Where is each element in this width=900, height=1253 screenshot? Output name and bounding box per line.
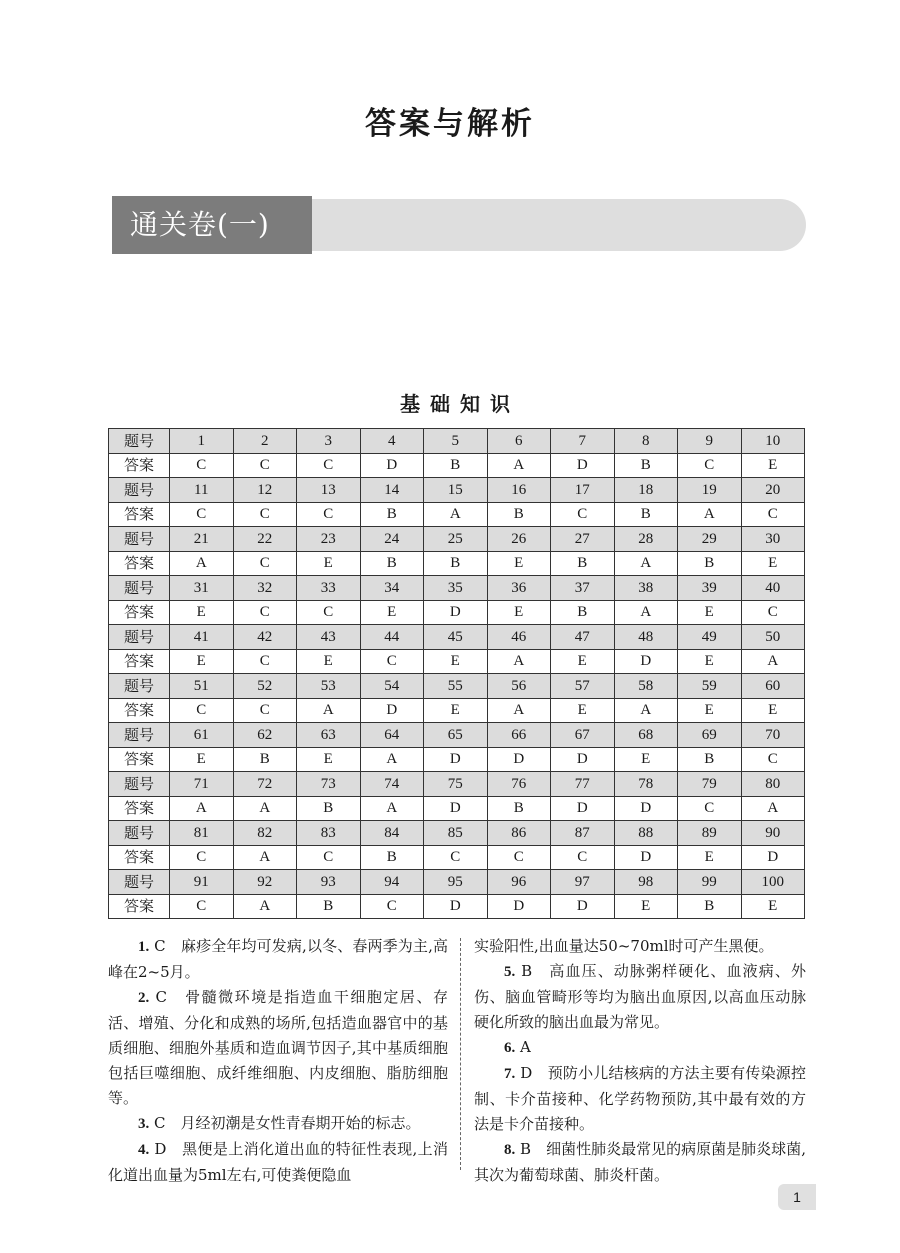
answer-cell: E xyxy=(551,649,615,674)
question-number-cell: 84 xyxy=(360,821,424,846)
question-label-cell: 题号 xyxy=(109,870,170,895)
answer-cell: A xyxy=(170,551,234,576)
question-number-cell: 83 xyxy=(297,821,361,846)
answer-cell: A xyxy=(233,796,297,821)
answer-cell: B xyxy=(678,747,742,772)
question-number-cell: 41 xyxy=(170,625,234,650)
answer-row xyxy=(109,698,805,723)
answer-cell: B xyxy=(614,502,678,527)
answer-cell: E xyxy=(614,894,678,919)
question-label-cell: 题号 xyxy=(109,576,170,601)
answer-row xyxy=(109,453,805,478)
answer-cell: A xyxy=(233,894,297,919)
answer-cell: B xyxy=(360,845,424,870)
question-number-cell: 10 xyxy=(741,429,805,454)
answer-row xyxy=(109,796,805,821)
question-number-cell: 86 xyxy=(487,821,551,846)
answer-cell: D xyxy=(487,894,551,919)
question-number-cell: 64 xyxy=(360,723,424,748)
question-number-cell: 2 xyxy=(233,429,297,454)
answer-cell: A xyxy=(297,698,361,723)
answer-cell: B xyxy=(424,551,488,576)
question-number-cell: 74 xyxy=(360,772,424,797)
answer-label-cell: 答案 xyxy=(109,502,170,527)
answer-cell: C xyxy=(233,551,297,576)
page-number: 1 xyxy=(778,1184,816,1210)
answer-cell: E xyxy=(360,600,424,625)
answer-cell: A xyxy=(233,845,297,870)
question-number-cell: 49 xyxy=(678,625,742,650)
explanation-item: 4. D 黑便是上消化道出血的特征性表现,上消化道出血量为5ml左右,可使粪便隐血 xyxy=(108,1140,448,1184)
answer-row xyxy=(109,845,805,870)
question-number-cell: 55 xyxy=(424,674,488,699)
answer-cell: E xyxy=(424,698,488,723)
question-number-cell: 36 xyxy=(487,576,551,601)
answer-cell: A xyxy=(424,502,488,527)
question-number-cell: 90 xyxy=(741,821,805,846)
question-number-cell: 13 xyxy=(297,478,361,503)
question-number-cell: 87 xyxy=(551,821,615,846)
question-number-cell: 82 xyxy=(233,821,297,846)
answer-cell: C xyxy=(233,698,297,723)
question-number-cell: 60 xyxy=(741,674,805,699)
question-number-cell: 63 xyxy=(297,723,361,748)
table-title: 基础知识 xyxy=(400,392,520,416)
answer-cell: E xyxy=(678,845,742,870)
answer-cell: C xyxy=(297,600,361,625)
answer-cell: E xyxy=(170,649,234,674)
question-number-row xyxy=(109,674,805,699)
answer-cell: A xyxy=(741,796,805,821)
answer-label-cell: 答案 xyxy=(109,649,170,674)
question-number-cell: 97 xyxy=(551,870,615,895)
explanations-right-column xyxy=(474,934,806,1188)
answer-cell: C xyxy=(170,698,234,723)
question-number-cell: 6 xyxy=(487,429,551,454)
answer-row xyxy=(109,747,805,772)
question-number-cell: 53 xyxy=(297,674,361,699)
question-number-cell: 80 xyxy=(741,772,805,797)
question-number-cell: 98 xyxy=(614,870,678,895)
question-number-cell: 33 xyxy=(297,576,361,601)
question-number-row xyxy=(109,576,805,601)
answer-cell: C xyxy=(233,453,297,478)
question-number-cell: 100 xyxy=(741,870,805,895)
answer-cell: B xyxy=(233,747,297,772)
answer-cell: C xyxy=(551,845,615,870)
answer-cell: D xyxy=(614,845,678,870)
explanation-item: 1. C 麻疹全年均可发病,以冬、春两季为主,高峰在2~5月。 xyxy=(108,937,448,981)
question-number-cell: 73 xyxy=(297,772,361,797)
question-number-row xyxy=(109,429,805,454)
answer-label-cell: 答案 xyxy=(109,747,170,772)
answer-cell: D xyxy=(424,796,488,821)
question-number-cell: 96 xyxy=(487,870,551,895)
question-number-cell: 26 xyxy=(487,527,551,552)
answer-cell: E xyxy=(678,698,742,723)
answer-cell: C xyxy=(741,600,805,625)
answer-cell: E xyxy=(487,600,551,625)
question-number-cell: 40 xyxy=(741,576,805,601)
question-number-cell: 75 xyxy=(424,772,488,797)
answer-label-cell: 答案 xyxy=(109,845,170,870)
answer-cell: A xyxy=(614,600,678,625)
answer-cell: C xyxy=(487,845,551,870)
answer-cell: C xyxy=(551,502,615,527)
answer-cell: D xyxy=(424,600,488,625)
answer-label-cell: 答案 xyxy=(109,796,170,821)
question-number-row xyxy=(109,527,805,552)
answer-cell: D xyxy=(551,747,615,772)
answer-cell: B xyxy=(297,796,361,821)
explanation-item: 8. B 细菌性肺炎最常见的病原菌是肺炎球菌,其次为葡萄球菌、肺炎杆菌。 xyxy=(474,1140,806,1184)
question-number-cell: 85 xyxy=(424,821,488,846)
question-number-cell: 5 xyxy=(424,429,488,454)
answer-row xyxy=(109,649,805,674)
question-number-cell: 32 xyxy=(233,576,297,601)
question-number-cell: 43 xyxy=(297,625,361,650)
question-number-cell: 24 xyxy=(360,527,424,552)
answer-cell: C xyxy=(233,600,297,625)
question-number-cell: 9 xyxy=(678,429,742,454)
explanation-continuation: 实验阳性,出血量达50~70ml时可产生黑便。 xyxy=(474,937,774,955)
answer-cell: B xyxy=(487,796,551,821)
question-number-cell: 31 xyxy=(170,576,234,601)
answer-cell: B xyxy=(551,600,615,625)
answer-cell: C xyxy=(170,453,234,478)
question-number-cell: 56 xyxy=(487,674,551,699)
question-number-cell: 78 xyxy=(614,772,678,797)
answer-cell: D xyxy=(551,894,615,919)
explanation-item: 7. D 预防小儿结核病的方法主要有传染源控制、卡介苗接种、化学药物预防,其中最有效的方法是卡介苗接种。 xyxy=(474,1064,806,1133)
question-number-cell: 69 xyxy=(678,723,742,748)
answer-table xyxy=(108,428,805,919)
answer-cell: A xyxy=(170,796,234,821)
question-number-cell: 21 xyxy=(170,527,234,552)
question-number-cell: 91 xyxy=(170,870,234,895)
answer-cell: D xyxy=(551,453,615,478)
question-label-cell: 题号 xyxy=(109,821,170,846)
answer-cell: E xyxy=(741,894,805,919)
question-number-cell: 28 xyxy=(614,527,678,552)
question-number-cell: 30 xyxy=(741,527,805,552)
question-number-cell: 67 xyxy=(551,723,615,748)
answer-cell: C xyxy=(297,502,361,527)
question-number-cell: 34 xyxy=(360,576,424,601)
answer-cell: C xyxy=(297,453,361,478)
question-label-cell: 题号 xyxy=(109,723,170,748)
answer-row xyxy=(109,502,805,527)
question-number-cell: 52 xyxy=(233,674,297,699)
explanation-item: 2. C 骨髓微环境是指造血干细胞定居、存活、增殖、分化和成熟的场所,包括造血器官中的基质细胞、细胞外基质和造血调节因子,其中基质细胞包括巨噬细胞、成纤维细胞、内皮细胞、脂肪细胞等。 xyxy=(108,988,448,1107)
question-number-cell: 72 xyxy=(233,772,297,797)
question-number-cell: 50 xyxy=(741,625,805,650)
question-label-cell: 题号 xyxy=(109,674,170,699)
question-number-cell: 62 xyxy=(233,723,297,748)
question-number-cell: 38 xyxy=(614,576,678,601)
question-number-cell: 39 xyxy=(678,576,742,601)
explanation-item: 5. B 高血压、动脉粥样硬化、血液病、外伤、脑血管畸形等均为脑出血原因,以高血压动脉硬化所致的脑出血最为常见。 xyxy=(474,962,806,1031)
column-divider xyxy=(460,938,461,1170)
question-number-cell: 89 xyxy=(678,821,742,846)
question-number-cell: 68 xyxy=(614,723,678,748)
answer-cell: B xyxy=(424,453,488,478)
page-title: 答案与解析 xyxy=(365,106,535,142)
question-number-cell: 35 xyxy=(424,576,488,601)
answer-cell: E xyxy=(741,453,805,478)
answer-cell: C xyxy=(678,796,742,821)
question-label-cell: 题号 xyxy=(109,527,170,552)
section-label: 通关卷(一) xyxy=(112,196,312,254)
question-label-cell: 题号 xyxy=(109,625,170,650)
answer-cell: C xyxy=(233,502,297,527)
question-number-row xyxy=(109,625,805,650)
question-number-cell: 93 xyxy=(297,870,361,895)
question-number-cell: 76 xyxy=(487,772,551,797)
explanation-item: 3. C 月经初潮是女性青春期开始的标志。 xyxy=(138,1114,421,1132)
answer-cell: D xyxy=(424,747,488,772)
question-number-cell: 25 xyxy=(424,527,488,552)
answer-cell: D xyxy=(360,453,424,478)
question-number-cell: 15 xyxy=(424,478,488,503)
answer-cell: B xyxy=(487,502,551,527)
question-number-cell: 17 xyxy=(551,478,615,503)
answer-cell: C xyxy=(297,845,361,870)
question-number-cell: 16 xyxy=(487,478,551,503)
question-number-cell: 1 xyxy=(170,429,234,454)
question-number-cell: 88 xyxy=(614,821,678,846)
answer-cell: A xyxy=(614,551,678,576)
question-number-row xyxy=(109,723,805,748)
answer-cell: D xyxy=(487,747,551,772)
answer-cell: B xyxy=(678,551,742,576)
question-number-cell: 3 xyxy=(297,429,361,454)
answer-cell: C xyxy=(741,747,805,772)
question-number-cell: 54 xyxy=(360,674,424,699)
question-number-cell: 77 xyxy=(551,772,615,797)
question-number-cell: 57 xyxy=(551,674,615,699)
question-number-cell: 7 xyxy=(551,429,615,454)
answer-cell: E xyxy=(741,551,805,576)
answer-cell: E xyxy=(170,747,234,772)
question-number-cell: 92 xyxy=(233,870,297,895)
answer-cell: D xyxy=(741,845,805,870)
answer-cell: C xyxy=(678,453,742,478)
question-number-cell: 47 xyxy=(551,625,615,650)
question-number-cell: 42 xyxy=(233,625,297,650)
answer-cell: B xyxy=(360,502,424,527)
question-number-cell: 61 xyxy=(170,723,234,748)
question-number-cell: 51 xyxy=(170,674,234,699)
answer-cell: A xyxy=(678,502,742,527)
question-number-cell: 4 xyxy=(360,429,424,454)
question-number-row xyxy=(109,478,805,503)
answer-cell: C xyxy=(424,845,488,870)
answer-cell: B xyxy=(551,551,615,576)
answer-cell: A xyxy=(614,698,678,723)
answer-cell: B xyxy=(678,894,742,919)
answer-cell: C xyxy=(360,894,424,919)
answer-cell: A xyxy=(741,649,805,674)
answer-cell: A xyxy=(487,453,551,478)
question-number-cell: 27 xyxy=(551,527,615,552)
question-number-cell: 37 xyxy=(551,576,615,601)
question-label-cell: 题号 xyxy=(109,772,170,797)
answer-cell: E xyxy=(487,551,551,576)
question-number-cell: 94 xyxy=(360,870,424,895)
answer-label-cell: 答案 xyxy=(109,600,170,625)
answer-cell: D xyxy=(360,698,424,723)
answer-row xyxy=(109,894,805,919)
answer-cell: A xyxy=(487,649,551,674)
answer-cell: A xyxy=(487,698,551,723)
question-number-cell: 59 xyxy=(678,674,742,699)
answer-label-cell: 答案 xyxy=(109,551,170,576)
answer-cell: D xyxy=(614,649,678,674)
question-number-cell: 46 xyxy=(487,625,551,650)
question-number-cell: 48 xyxy=(614,625,678,650)
answer-cell: E xyxy=(551,698,615,723)
answer-cell: A xyxy=(360,796,424,821)
answer-row xyxy=(109,551,805,576)
answer-cell: C xyxy=(741,502,805,527)
answer-cell: E xyxy=(678,600,742,625)
question-label-cell: 题号 xyxy=(109,478,170,503)
answer-cell: E xyxy=(678,649,742,674)
question-number-row xyxy=(109,870,805,895)
question-number-cell: 81 xyxy=(170,821,234,846)
question-number-cell: 99 xyxy=(678,870,742,895)
answer-cell: C xyxy=(170,502,234,527)
question-number-cell: 8 xyxy=(614,429,678,454)
answer-label-cell: 答案 xyxy=(109,894,170,919)
answer-cell: E xyxy=(297,649,361,674)
answer-cell: C xyxy=(170,845,234,870)
explanation-item: 6. A xyxy=(504,1038,531,1056)
question-number-cell: 45 xyxy=(424,625,488,650)
answer-cell: E xyxy=(297,747,361,772)
question-number-cell: 18 xyxy=(614,478,678,503)
question-label-cell: 题号 xyxy=(109,429,170,454)
answer-cell: B xyxy=(360,551,424,576)
answer-row xyxy=(109,600,805,625)
question-number-cell: 66 xyxy=(487,723,551,748)
question-number-cell: 29 xyxy=(678,527,742,552)
answer-cell: B xyxy=(614,453,678,478)
question-number-cell: 95 xyxy=(424,870,488,895)
question-number-cell: 65 xyxy=(424,723,488,748)
answer-cell: C xyxy=(170,894,234,919)
answer-label-cell: 答案 xyxy=(109,453,170,478)
answer-label-cell: 答案 xyxy=(109,698,170,723)
answer-cell: B xyxy=(297,894,361,919)
answer-cell: D xyxy=(614,796,678,821)
question-number-cell: 23 xyxy=(297,527,361,552)
question-number-cell: 12 xyxy=(233,478,297,503)
question-number-cell: 20 xyxy=(741,478,805,503)
question-number-row xyxy=(109,821,805,846)
question-number-row xyxy=(109,772,805,797)
question-number-cell: 19 xyxy=(678,478,742,503)
answer-cell: C xyxy=(360,649,424,674)
answer-cell: D xyxy=(551,796,615,821)
explanations-left-column xyxy=(108,934,448,1188)
question-number-cell: 44 xyxy=(360,625,424,650)
answer-cell: C xyxy=(233,649,297,674)
question-number-cell: 14 xyxy=(360,478,424,503)
answer-cell: D xyxy=(424,894,488,919)
answer-cell: E xyxy=(424,649,488,674)
answer-cell: E xyxy=(297,551,361,576)
question-number-cell: 11 xyxy=(170,478,234,503)
question-number-cell: 70 xyxy=(741,723,805,748)
answer-cell: E xyxy=(170,600,234,625)
question-number-cell: 71 xyxy=(170,772,234,797)
question-number-cell: 79 xyxy=(678,772,742,797)
answer-cell: E xyxy=(741,698,805,723)
answer-cell: E xyxy=(614,747,678,772)
question-number-cell: 58 xyxy=(614,674,678,699)
question-number-cell: 22 xyxy=(233,527,297,552)
answer-cell: A xyxy=(360,747,424,772)
